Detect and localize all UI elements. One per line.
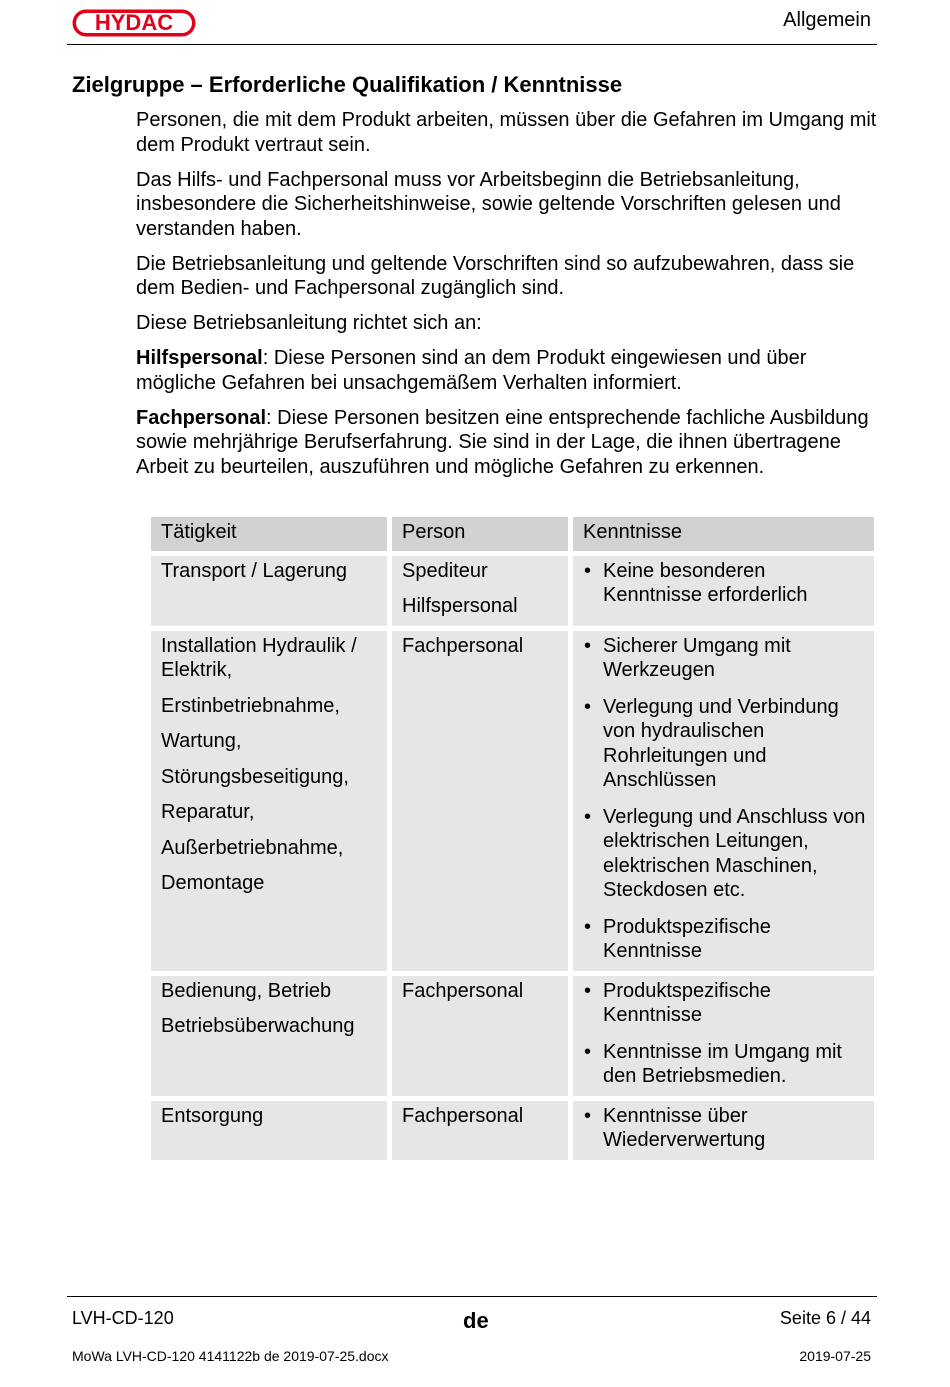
bullet-icon: •: [584, 1104, 592, 1127]
cell-activity: [151, 1101, 387, 1160]
table-row: [151, 976, 874, 1096]
activity-line: Störungsbeseitigung,: [161, 765, 349, 788]
column-header-knowledge: Kenntnisse: [573, 517, 874, 551]
logo-text: HYDAC: [94, 10, 174, 35]
cell-knowledge: [573, 1101, 874, 1160]
page-header: [67, 0, 877, 45]
knowledge-text: Kenntnisse über Wiederverwertung: [603, 1104, 766, 1151]
activity-line: Bedienung, Betrieb: [161, 979, 332, 1002]
person-line: Fachpersonal: [402, 979, 524, 1002]
bullet-icon: •: [584, 634, 592, 657]
table-body: [151, 556, 874, 1160]
cell-knowledge: [573, 976, 874, 1096]
person-line: Spediteur: [402, 559, 488, 582]
cell-knowledge: [573, 631, 874, 971]
paragraph: Die Betriebsanleitung und geltende Vorschriften sind so aufzubewahren, dass sie dem Bedien- und Fachpersonal zugänglich sind.: [136, 252, 855, 299]
knowledge-text: Produktspezifische Kenntnisse: [603, 979, 771, 1026]
bullet-icon: •: [584, 805, 592, 828]
section-label: Allgemein: [783, 9, 871, 31]
activity-line: Außerbetriebnahme,: [161, 836, 344, 859]
knowledge-text: Sicherer Umgang mit Werkzeugen: [603, 634, 791, 681]
list-item: [583, 805, 866, 903]
bullet-icon: •: [584, 559, 592, 582]
activity-line: Reparatur,: [161, 801, 255, 823]
footer-page-number: Seite 6 / 44: [779, 1308, 871, 1328]
activity-line: Betriebsüberwachung: [161, 1015, 355, 1037]
table-header-row: [151, 517, 874, 551]
knowledge-text: Verlegung und Anschluss von elektrischen Leitungen, elektrischen Maschinen, Steckdosen etc.: [603, 805, 866, 901]
footer-filename: MoWa LVH-CD-120 4141122b de 2019-07-25.docx: [72, 1348, 389, 1364]
paragraph: Diese Betriebsanleitung richtet sich an:: [136, 312, 482, 334]
column-header-activity: Tätigkeit: [151, 517, 387, 551]
bullet-icon: •: [584, 1040, 592, 1063]
knowledge-text: Keine besonderen Kenntnisse erforderlich: [603, 559, 808, 606]
definition-text: : Diese Personen besitzen eine entsprechende fachliche Ausbildung sowie mehrjährige Berufserfahrung. Sie sind in der Lage, die ihnen übertragene Arbeit zu beurteilen, auszuführen und mögliche Gefahren zu erkennen.: [136, 406, 869, 478]
definition-text: : Diese Personen sind an dem Produkt eingewiesen und über mögliche Gefahren bei unsachgemäßem Verhalten informiert.: [136, 347, 807, 394]
footer-date: 2019-07-25: [799, 1348, 871, 1364]
activity-line: Installation Hydraulik / Elektrik,: [161, 634, 357, 681]
table-row: [151, 631, 874, 971]
cell-knowledge: [573, 556, 874, 626]
paragraph: Personen, die mit dem Produkt arbeiten, müssen über die Gefahren im Umgang mit dem Produkt vertraut sein.: [136, 109, 877, 156]
definition-term: Fachpersonal: [136, 406, 267, 429]
list-item: [583, 915, 866, 964]
knowledge-text: Verlegung und Verbindung von hydraulischen Rohrleitungen und Anschlüssen: [603, 695, 839, 791]
paragraph: Das Hilfs- und Fachpersonal muss vor Arbeitsbeginn die Betriebsanleitung, insbesondere die Sicherheitshinweise, sowie geltende Vorschriften gelesen und verstanden haben.: [136, 168, 841, 240]
hydac-logo: [71, 8, 197, 38]
knowledge-text: Kenntnisse im Umgang mit den Betriebsmedien.: [603, 1040, 842, 1087]
activity-line: Transport / Lagerung: [161, 559, 348, 582]
cell-activity: [151, 631, 387, 971]
cell-person: [392, 1101, 568, 1160]
knowledge-list: [583, 1104, 866, 1153]
bullet-icon: •: [584, 915, 592, 938]
list-item: [583, 1104, 866, 1153]
cell-person: [392, 976, 568, 1096]
person-line: Hilfspersonal: [402, 595, 518, 617]
knowledge-list: [583, 979, 866, 1089]
person-line: Fachpersonal: [402, 1104, 524, 1127]
cell-activity: [151, 976, 387, 1096]
definition-term: Hilfspersonal: [136, 347, 263, 369]
footer-divider: [67, 1296, 877, 1297]
table-row: [151, 556, 874, 626]
cell-person: [392, 556, 568, 626]
column-header-person: Person: [392, 517, 568, 551]
list-item: [583, 979, 866, 1028]
list-item: [583, 559, 866, 608]
activity-line: Entsorgung: [161, 1104, 264, 1127]
section-title: Zielgruppe – Erforderliche Qualifikation / Kenntnisse: [72, 72, 623, 97]
footer-doc-id: LVH-CD-120: [72, 1308, 174, 1328]
table-row: [151, 1101, 874, 1160]
knowledge-list: [583, 559, 866, 608]
list-item: [583, 695, 866, 793]
footer-language: de: [463, 1308, 489, 1333]
knowledge-list: [583, 634, 866, 964]
bullet-icon: •: [584, 695, 592, 718]
qualification-table: [146, 512, 879, 1165]
person-line: Fachpersonal: [402, 634, 524, 657]
body-text: [136, 108, 881, 490]
activity-line: Erstinbetriebnahme,: [161, 694, 340, 717]
definition-fachpersonal: [136, 406, 881, 480]
knowledge-text: Produktspezifische Kenntnisse: [603, 915, 771, 962]
definition-hilfspersonal: [136, 346, 881, 395]
list-item: [583, 634, 866, 683]
cell-activity: [151, 556, 387, 626]
bullet-icon: •: [584, 979, 592, 1002]
activity-line: Wartung,: [161, 730, 242, 752]
list-item: [583, 1040, 866, 1089]
cell-person: [392, 631, 568, 971]
activity-line: Demontage: [161, 872, 265, 894]
